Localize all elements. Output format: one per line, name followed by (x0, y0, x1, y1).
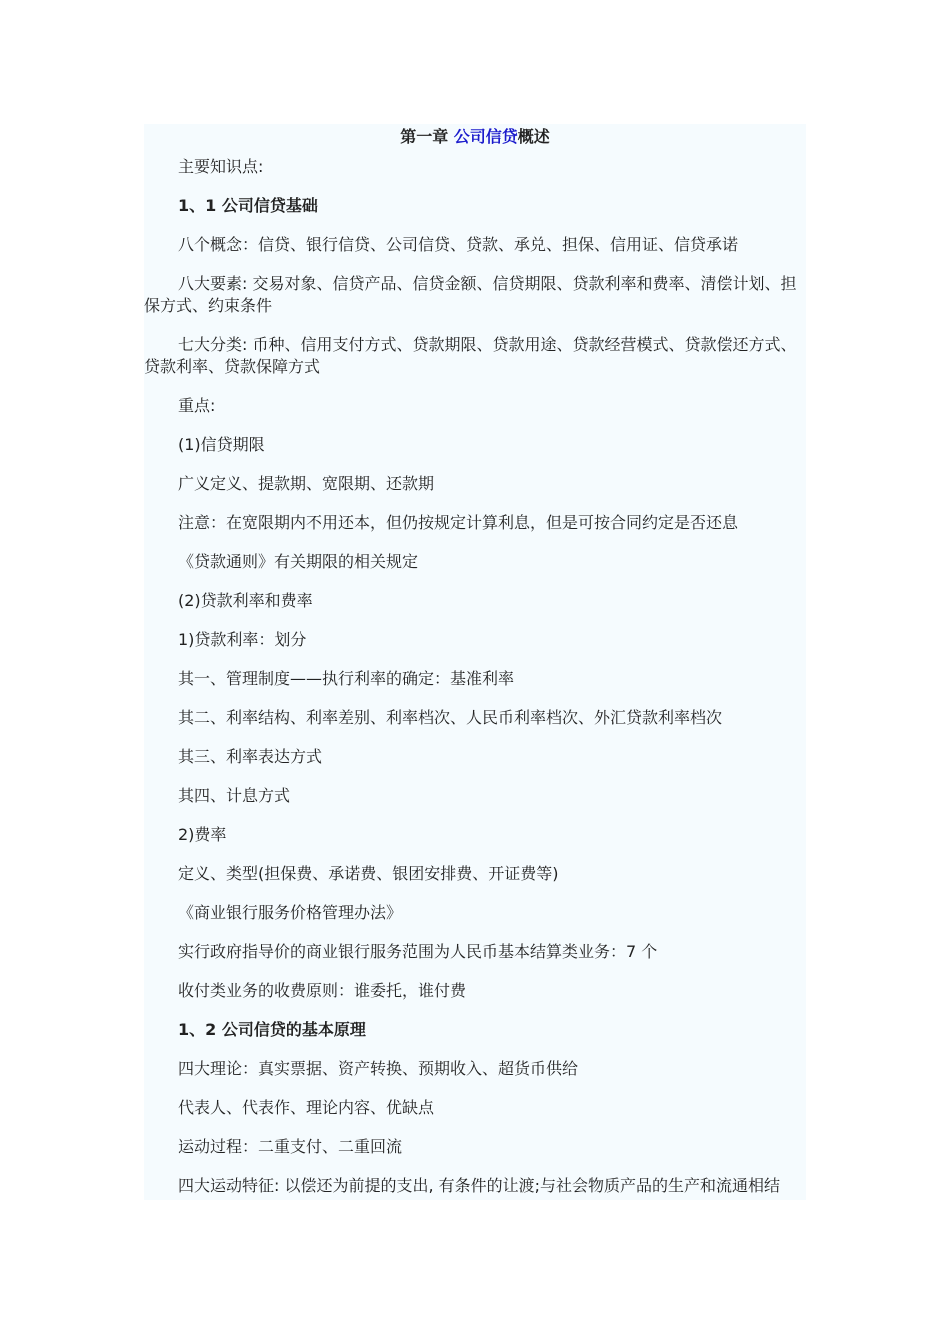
paragraph: (1)信贷期限 (178, 435, 265, 454)
paragraph: 定义、类型(担保费、承诺费、银团安排费、开证费等) (178, 864, 559, 883)
paragraph: 主要知识点: (178, 157, 264, 176)
paragraph: 实行政府指导价的商业银行服务范围为人民币基本结算类业务：7 个 (178, 942, 658, 961)
paragraph: 2)费率 (178, 825, 227, 844)
paragraph: 《商业银行服务价格管理办法》 (178, 903, 403, 922)
paragraph: 1)贷款利率：划分 (178, 630, 307, 649)
paragraph: 注意：在宽限期内不用还本，但仍按规定计算利息，但是可按合同约定是否还息 (178, 513, 739, 532)
paragraph: (2)贷款利率和费率 (178, 591, 313, 610)
chapter-title-suffix: 概述 (517, 127, 550, 146)
paragraph: 八大要素: 交易对象、信贷产品、信贷金额、信贷期限、贷款利率和费率、清偿计划、担保方式、约束条件 (144, 274, 797, 315)
paragraph: 其四、计息方式 (178, 786, 291, 805)
section-heading: 1、2 公司信贷的基本原理 (178, 1020, 366, 1039)
paragraph: 收付类业务的收费原则：谁委托，谁付费 (178, 981, 467, 1000)
chapter-title-link[interactable]: 公司信贷 (453, 127, 518, 146)
document-body (144, 156, 806, 1197)
paragraph: 七大分类: 币种、信用支付方式、贷款期限、贷款用途、贷款经营模式、贷款偿还方式、贷款利率、贷款保障方式 (144, 335, 797, 376)
paragraph: 代表人、代表作、理论内容、优缺点 (178, 1098, 435, 1117)
paragraph: 广义定义、提款期、宽限期、还款期 (178, 474, 435, 493)
chapter-title-prefix: 第一章 (400, 127, 454, 146)
paragraph: 重点: (178, 396, 216, 415)
paragraph: 其一、管理制度——执行利率的确定：基准利率 (178, 669, 515, 688)
paragraph: 《贷款通则》有关期限的相关规定 (178, 552, 419, 571)
paragraph: 八个概念：信贷、银行信贷、公司信贷、贷款、承兑、担保、信用证、信贷承诺 (178, 235, 739, 254)
paragraph: 运动过程：二重支付、二重回流 (178, 1137, 403, 1156)
section-heading: 1、1 公司信贷基础 (178, 196, 318, 215)
paragraph: 其二、利率结构、利率差别、利率档次、人民币利率档次、外汇贷款利率档次 (178, 708, 723, 727)
chapter-title (144, 124, 806, 156)
paragraph: 四大运动特征: 以偿还为前提的支出, 有条件的让渡;与社会物质产品的生产和流通相结 (178, 1176, 781, 1195)
paragraph: 四大理论：真实票据、资产转换、预期收入、超货币供给 (178, 1059, 579, 1078)
document-page (144, 124, 806, 1200)
paragraph: 其三、利率表达方式 (178, 747, 323, 766)
